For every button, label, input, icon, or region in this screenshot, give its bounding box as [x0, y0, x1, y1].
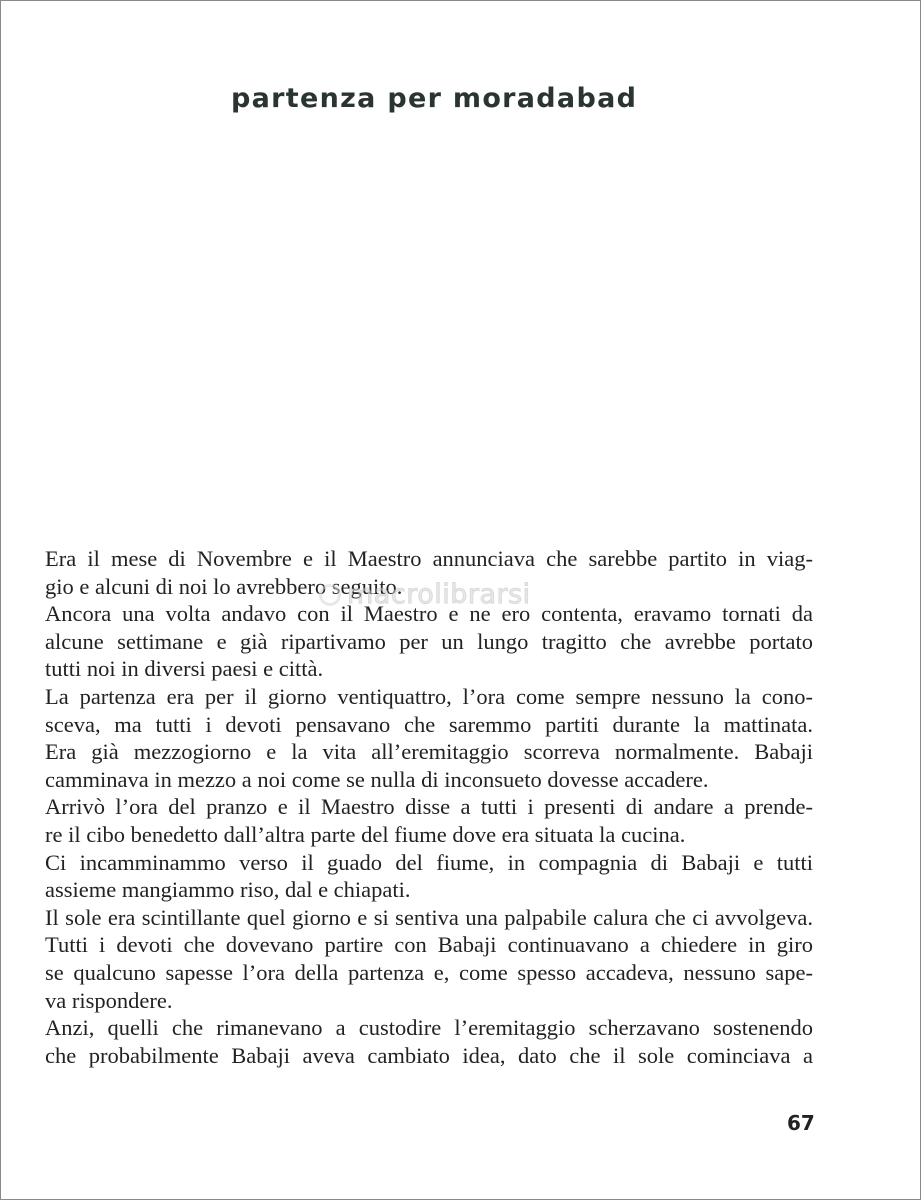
- text-line: Ancora una volta andavo con il Maestro e ne ero contenta, eravamo tornati da: [45, 601, 813, 627]
- text-line: camminava in mezzo a noi come se nulla di inconsueto dovesse accadere.: [45, 766, 709, 792]
- text-line: Il sole era scintillante quel giorno e si sentiva una palpabile calura che ci avvolgeva.: [45, 904, 813, 930]
- text-line: assieme mangiammo riso, dal e chiapati.: [45, 877, 411, 903]
- text-line: Arrivò l’ora del pranzo e il Maestro disse a tutti i presenti di andare a prende-: [45, 794, 813, 820]
- text-line: Era già mezzogiorno e la vita all’eremitaggio scorreva normalmente. Babaji: [45, 739, 813, 765]
- page-number: 67: [787, 1111, 815, 1135]
- chapter-title: partenza per moradabad: [231, 83, 638, 114]
- watermark-text: macrolibrarsi: [347, 579, 531, 610]
- text-line: Ci incamminammo verso il guado del fiume, in compagnia di Babaji e tutti: [45, 849, 813, 875]
- text-line: re il cibo benedetto dall’altra parte del fiume dove era situata la cucina.: [45, 821, 686, 847]
- text-line: Tutti i devoti che dovevano partire con Babaji continuavano a chiedere in giro: [45, 932, 813, 958]
- text-line: La partenza era per il giorno ventiquattro, l’ora come sempre nessuno la cono-: [45, 683, 813, 709]
- text-line: va rispondere.: [45, 987, 173, 1013]
- text-line: se qualcuno sapesse l’ora della partenza e, come spesso accadeva, nessuno sape-: [45, 959, 813, 985]
- text-line: Anzi, quelli che rimanevano a custodire l’eremitaggio scherzavano sostenendo: [45, 1015, 813, 1041]
- text-line: tutti noi in diversi paesi e città.: [45, 656, 324, 682]
- text-line: Era il mese di Novembre e il Maestro annunciava che sarebbe partito in viag-: [45, 546, 813, 571]
- text-line: che probabilmente Babaji aveva cambiato idea, dato che il sole cominciava a: [45, 1042, 813, 1068]
- body-text: [45, 545, 813, 1069]
- text-line: alcune settimane e già ripartivamo per un lungo tragitto che avrebbe portato: [45, 628, 813, 654]
- text-line: gio e alcuni di noi lo avrebbero seguito.: [45, 573, 403, 599]
- text-line: sceva, ma tutti i devoti pensavano che saremmo partiti durante la mattinata.: [45, 711, 813, 737]
